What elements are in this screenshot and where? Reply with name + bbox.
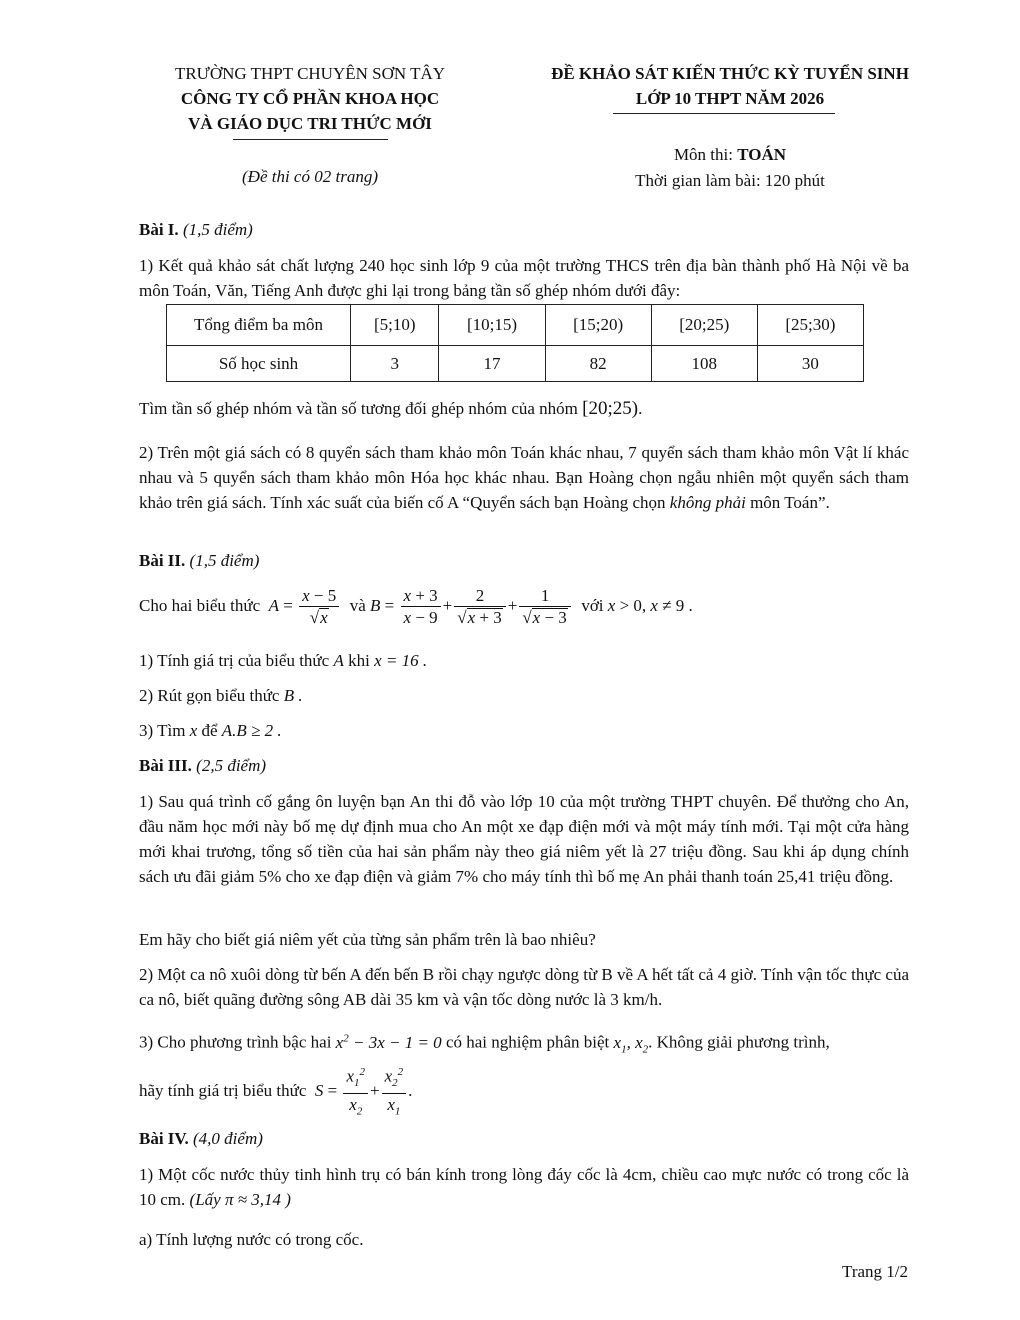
section-2-question-3 [139,719,282,743]
question-text-2: để [201,721,218,740]
section-2-points: (1,5 điểm) [189,551,260,570]
exam-subtitle: LỚP 10 THPT NĂM 2026 [635,89,825,108]
x-value: x = 16 . [374,651,428,670]
table-cell: [5;10) [351,305,439,346]
part-3-text-3: . Không giải phương trình, [648,1032,830,1052]
group-interval: [20;25) [582,398,639,419]
fraction-A: $\frac{x - 5}{√x}$ [299,586,339,629]
section-3-part-1-text: 1) Sau quá trình cố gắng ôn luyện bạn An thi đỗ vào lớp 10 của một trường THPT chuyên. Để thưởng cho An, đầu năm học mới này bố mẹ dự định mua cho An một xe đạp điện mới và một máy tính mới. Tại một cửa hàng mới khai trương, tổng số tiền của hai sản phẩm này theo giá niêm yết là 27 triệu đồng. Sau khi áp dụng chính sách ưu đãi giảm 5% cho xe đạp điện và giảm 7% cho máy tính thì bố mẹ An phải thanh toán 25,41 triệu đồng. [139,792,909,886]
section-3-question: Em hãy cho biết giá niêm yết của từng sản phẩm trên là bao nhiêu? [139,930,596,949]
section-3-part-3-line2: hãy tính giá trị biểu thức S = $\frac{x_1^2}{x_2}$ + $\frac{x_2^2}{x_1}$ . [139,1062,412,1122]
exam-duration: Thời gian làm bài: 120 phút [635,171,825,190]
section-1-points: (1,5 điểm) [182,220,253,239]
section-4-title: Bài IV. [139,1129,189,1148]
expressions-intro: Cho hai biểu thức [139,596,261,615]
table-cell: 3 [351,346,439,382]
table-cell: [25;30) [757,305,863,346]
left-header-rule [233,139,388,140]
question-text: 2) Rút gọn biểu thức [139,686,280,705]
subject-value: TOÁN [737,145,787,164]
expressions-line: Cho hai biểu thức A = $\frac{x - 5}{√x}$ và B = $\frac{x + 3}{x - 9}$ + $\frac{2}{√x + 3}$ + $\frac{1}{√x - 3}$ với x > 0, x ≠ 9 . [139,585,693,627]
question-text: Tìm tần số ghép nhóm và tần số tương đối ghép nhóm của nhóm [139,399,578,418]
frequency-table [166,304,864,382]
subject-label: Môn thi: [673,145,733,164]
fraction-S2: $\frac{x_2^2}{x_1}$ [382,1062,407,1122]
table-row [167,346,864,382]
condition-prefix: với [581,596,604,615]
exam-title: ĐỀ KHẢO SÁT KIẾN THỨC KỲ TUYỂN SINH [551,64,909,83]
question-text: 3) Tìm [139,721,186,740]
fraction-B1: $\frac{x + 3}{x - 9}$ [401,586,441,629]
section-3-part-2-text: 2) Một ca nô xuôi dòng từ bến A đến bến B rồi chạy ngược dòng từ B về A hết tất cả 4 giờ. Tính vận tốc thực của ca nô, biết quãng đường sông AB dài 35 km và vận tốc dòng nước là 3 km/h. [139,965,909,1009]
and-word: và [349,596,366,615]
quadratic-equation: $x^2 - 3x - 1 = 0$ [335,1032,442,1052]
variable-A: A [333,651,344,670]
variable-B: B . [283,686,303,705]
table-header-cell: Số học sinh [167,346,351,382]
part-1-text: 1) Một cốc nước thủy tinh hình trụ có bán kính trong lòng đáy cốc là 4cm, chiều cao mực nước có trong cốc là 10 cm. [139,1165,909,1209]
page-count-note: (Đề thi có 02 trang) [242,167,378,186]
part-2-text: 2) Trên một giá sách có 8 quyển sách tham khảo môn Toán khác nhau, 7 quyển sách tham khảo môn Vật lí khác nhau và 5 quyển sách tham khảo môn Hóa học khác nhau. Bạn Hoàng chọn ngẫu nhiên một quyển sách tham khảo trên giá sách. Tính xác suất của biến cố A “Quyển sách bạn Hoàng chọn [139,443,909,512]
section-4-part-1-text [139,1162,909,1212]
pi-note: (Lấy π ≈ 3,14 ) [189,1190,291,1209]
section-2-question-1 [139,649,427,673]
fraction-B3: $\frac{1}{√x - 3}$ [519,586,570,629]
section-4-question-a: a) Tính lượng nước có trong cốc. [139,1230,364,1249]
part-3-text-4: hãy tính giá trị biểu thức [139,1081,307,1101]
table-cell: 30 [757,346,863,382]
section-1-part-1-text: 1) Kết quả khảo sát chất lượng 240 học sinh lớp 9 của một trường THCS trên địa bàn thành phố Hà Nội về ba môn Toán, Văn, Tiếng Anh được ghi lại trong bảng tần số ghép nhóm dưới đây: [139,256,909,300]
table-cell: 108 [651,346,757,382]
subject-line [520,143,940,167]
question-text: 1) Tính giá trị của biểu thức [139,651,330,670]
school-name: TRƯỜNG THPT CHUYÊN SƠN TÂY [174,64,446,83]
fraction-S1: $\frac{x_1^2}{x_2}$ [343,1062,368,1122]
part-3-text: 3) Cho phương trình bậc hai [139,1032,332,1052]
section-2-heading [139,549,259,573]
page-number: Trang 1/2 [842,1262,908,1281]
section-1-title: Bài I. [139,220,179,239]
section-3-part-3-line1 [139,1026,830,1061]
table-cell: 82 [545,346,651,382]
section-1-question-1: Tìm tần số ghép nhóm và tần số tương đối ghép nhóm của nhóm [20;25). [139,398,643,419]
roots: $x_1$, $x_2$ [613,1032,649,1056]
right-header-rule [613,113,835,114]
part-2-emphasis: không phải [669,493,746,512]
part-2-end: môn Toán”. [750,493,830,512]
section-1-part-2-text [139,440,909,515]
when-word: khi [348,651,370,670]
table-header-cell: Tổng điểm ba môn [167,305,351,346]
fraction-B2: $\frac{2}{√x + 3}$ [454,586,505,629]
inequality: A.B ≥ 2 . [221,721,282,740]
table-cell: [20;25) [651,305,757,346]
section-3-heading [139,754,266,778]
section-2-question-2 [139,684,303,708]
section-2-title: Bài II. [139,551,186,570]
section-3-title: Bài III. [139,756,192,775]
variable-x: x [189,721,198,740]
table-cell: [15;20) [545,305,651,346]
section-1-heading [139,218,253,242]
table-row [167,305,864,346]
section-4-heading [139,1127,263,1151]
table-cell: [10;15) [439,305,545,346]
section-3-points: (2,5 điểm) [196,756,267,775]
company-name-line2: VÀ GIÁO DỤC TRI THỨC MỚI [188,114,432,133]
part-3-text-2: có hai nghiệm phân biệt [445,1032,610,1052]
table-cell: 17 [439,346,545,382]
company-name-line1: CÔNG TY CỔ PHẦN KHOA HỌC [180,89,440,108]
section-4-points: (4,0 điểm) [193,1129,263,1148]
